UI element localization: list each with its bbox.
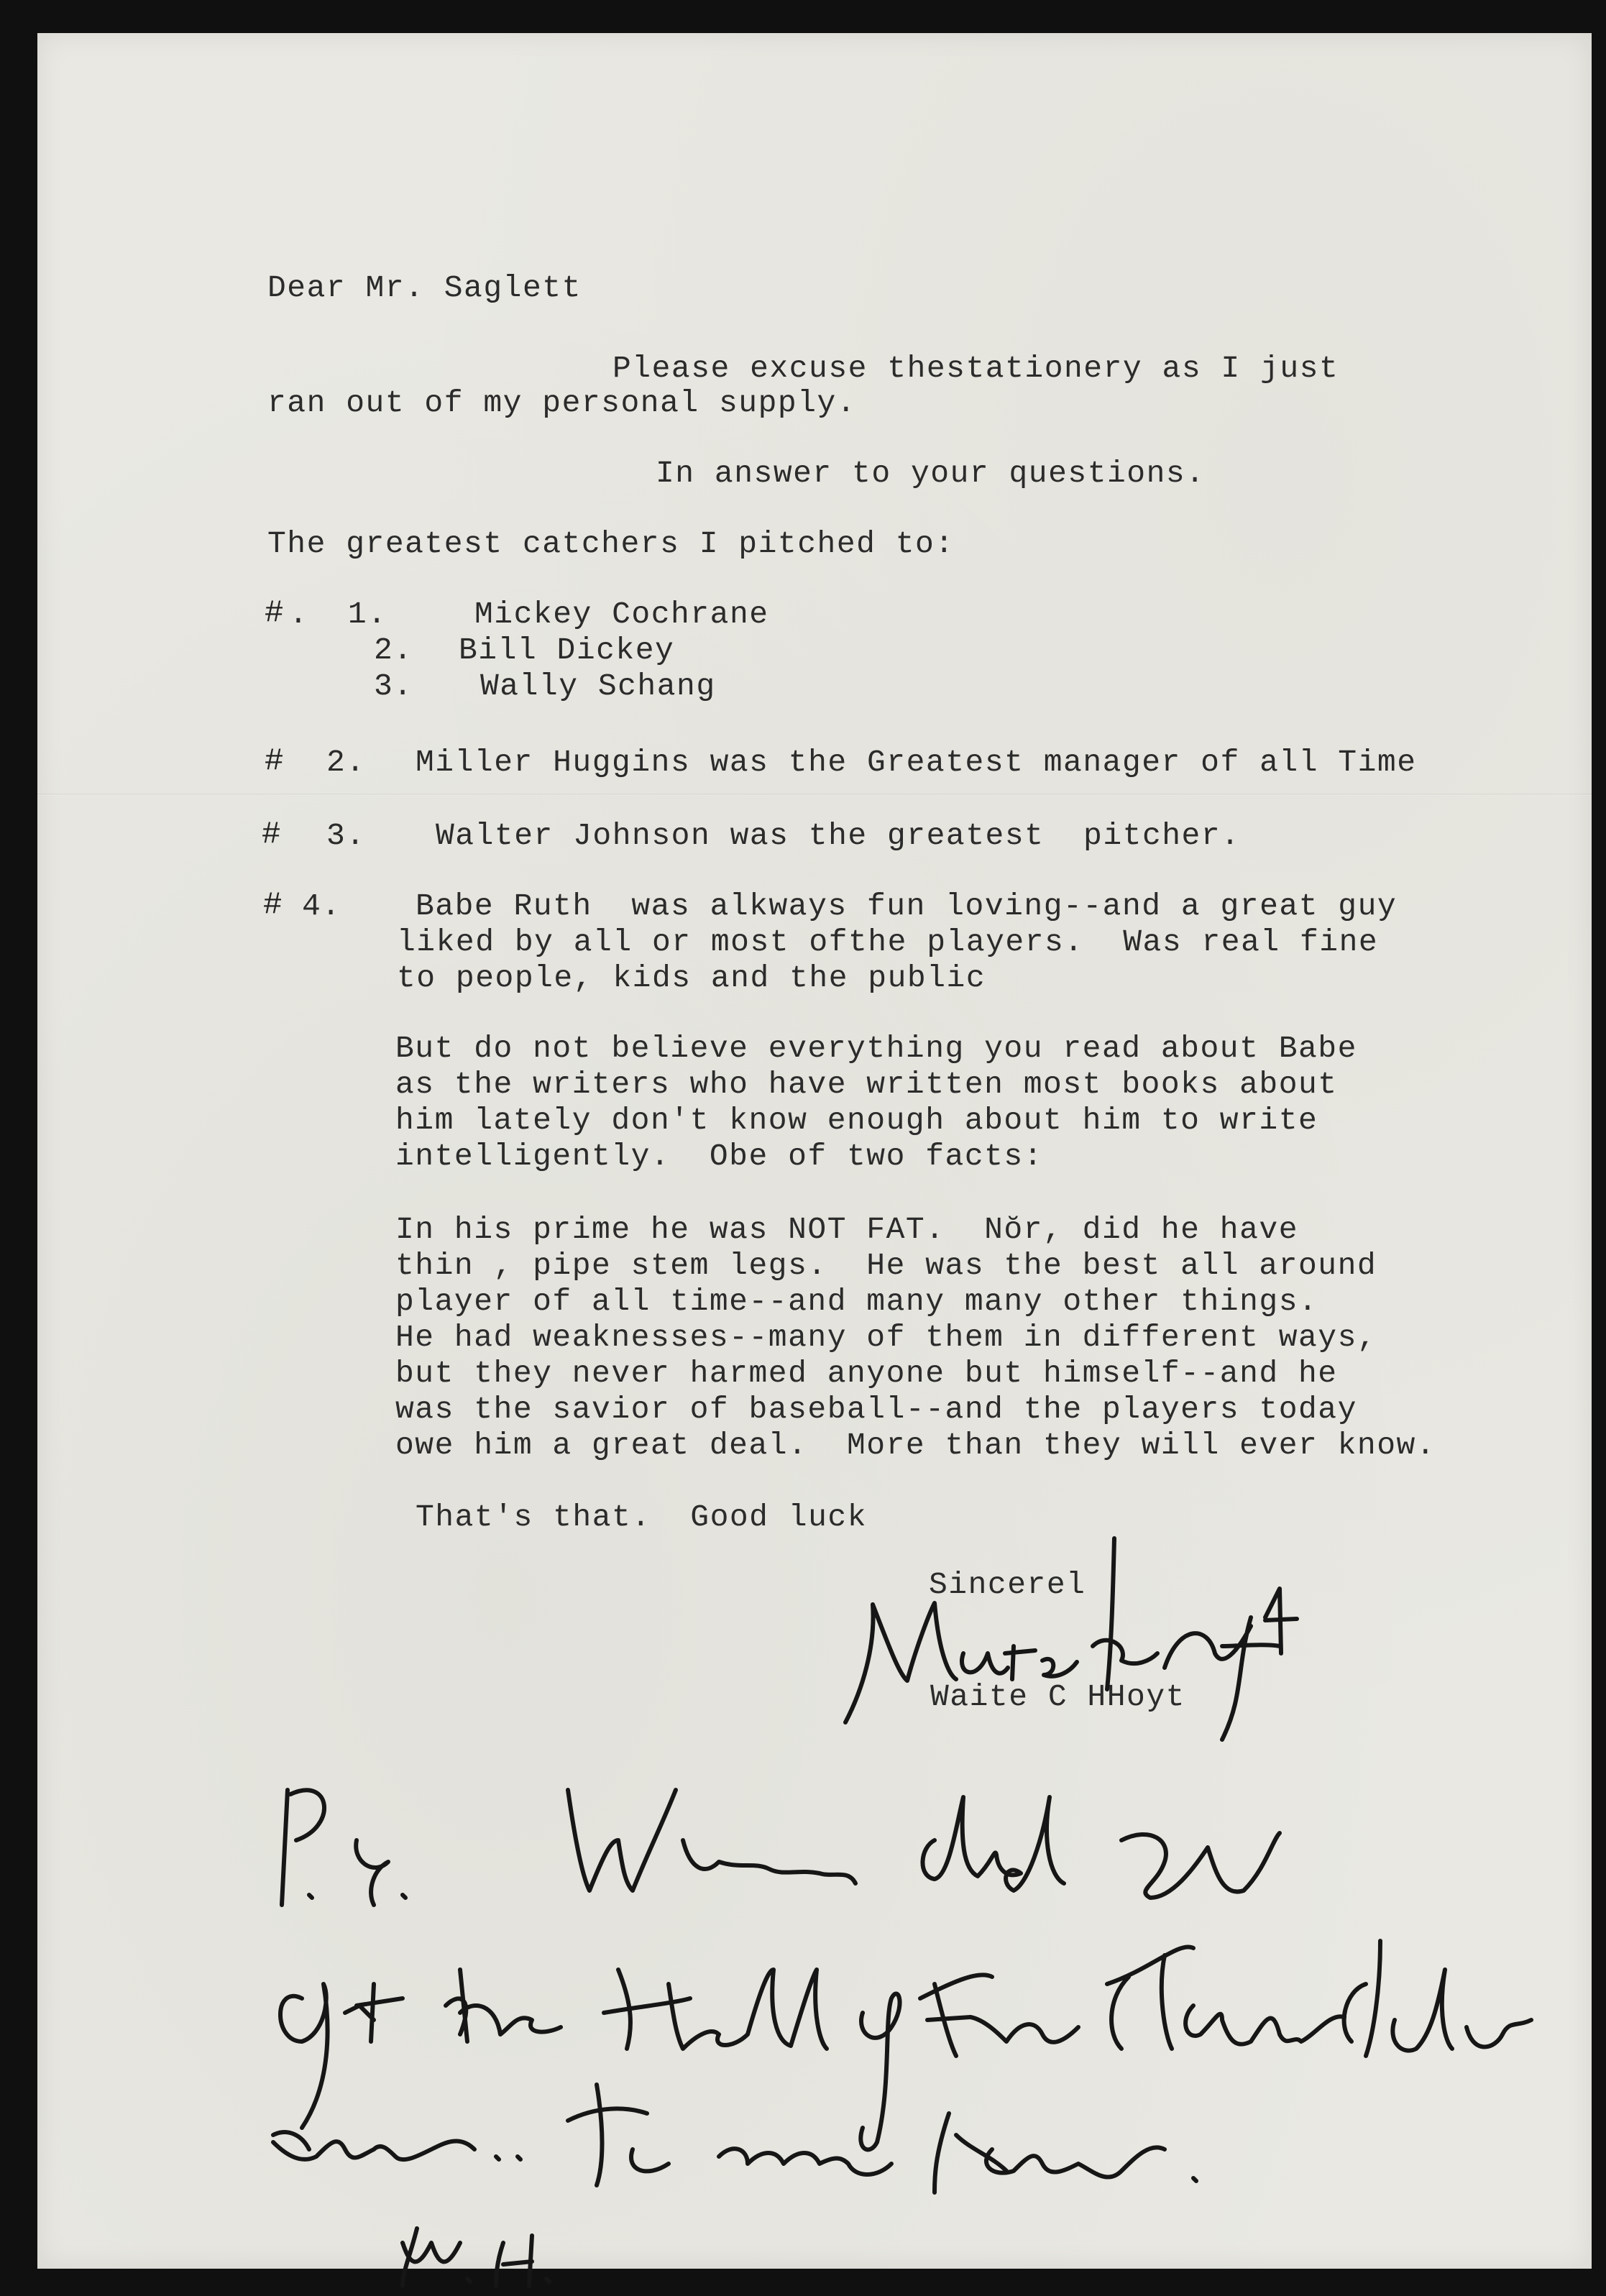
question-4-line-3: to people, kids and the public bbox=[397, 960, 986, 996]
catcher-3-number: 3. bbox=[374, 669, 413, 704]
catcher-3-name: Wally Schang bbox=[480, 669, 716, 704]
salutation: Dear Mr. Saglett bbox=[267, 270, 582, 306]
para2-line-4: intelligently. Obe of two facts: bbox=[395, 1139, 1044, 1174]
sign-off: Sincerel bbox=[929, 1567, 1086, 1602]
para2-line-3: him lately don't know enough about him to write bbox=[395, 1103, 1318, 1138]
catchers-heading: The greatest catchers I pitched to: bbox=[267, 526, 955, 561]
answer-intro: In answer to your questions. bbox=[656, 456, 1206, 491]
intro-line-1: Please excuse thestationery as I just bbox=[612, 351, 1339, 386]
para3-line-1: In his prime he was NOT FAT. Nŏr, did he have bbox=[395, 1212, 1298, 1247]
para3-line-7: owe him a great deal. More than they will ever know. bbox=[395, 1428, 1436, 1463]
para2-line-2: as the writers who have written most books about bbox=[395, 1067, 1338, 1102]
question-2-number: 2. bbox=[326, 745, 366, 780]
para3-line-4: He had weaknesses--many of them in different ways, bbox=[395, 1320, 1377, 1355]
postscript-scribble bbox=[273, 1790, 1531, 2286]
closing-line: That's that. Good luck bbox=[416, 1500, 867, 1535]
signature-scribble bbox=[845, 1538, 1297, 1740]
para3-line-6: was the savior of baseball--and the players today bbox=[395, 1392, 1357, 1427]
para3-line-5: but they never harmed anyone but himself--and he bbox=[395, 1356, 1338, 1391]
question-2-text: Miller Huggins was the Greatest manager of all Time bbox=[416, 745, 1417, 780]
question-3-number: 3. bbox=[326, 818, 366, 853]
question-4-line-1: Babe Ruth was alkways fun loving--and a great guy bbox=[416, 888, 1398, 924]
question-3-text: Walter Johnson was the greatest pitcher. bbox=[436, 818, 1241, 853]
para2-line-1: But do not believe everything you read about Babe bbox=[395, 1031, 1357, 1066]
typed-name: Waite C HHoyt bbox=[930, 1679, 1185, 1714]
question-1-marker: # bbox=[265, 595, 284, 631]
question-1-number: . 1. bbox=[289, 597, 387, 632]
question-2-marker: # bbox=[265, 743, 284, 779]
catcher-2-number: 2. bbox=[374, 633, 413, 668]
para3-line-3: player of all time--and many many other things. bbox=[395, 1284, 1318, 1319]
intro-line-2: ran out of my personal supply. bbox=[267, 385, 857, 421]
para3-line-2: thin , pipe stem legs. He was the best all around bbox=[395, 1248, 1377, 1283]
question-4-marker: # bbox=[263, 887, 283, 923]
question-3-marker: # bbox=[262, 817, 281, 853]
question-4-number: 4. bbox=[302, 888, 341, 924]
catcher-1-name: Mickey Cochrane bbox=[474, 597, 769, 632]
question-4-line-2: liked by all or most ofthe players. Was real fine bbox=[397, 924, 1379, 960]
catcher-2-name: Bill Dickey bbox=[459, 633, 675, 668]
